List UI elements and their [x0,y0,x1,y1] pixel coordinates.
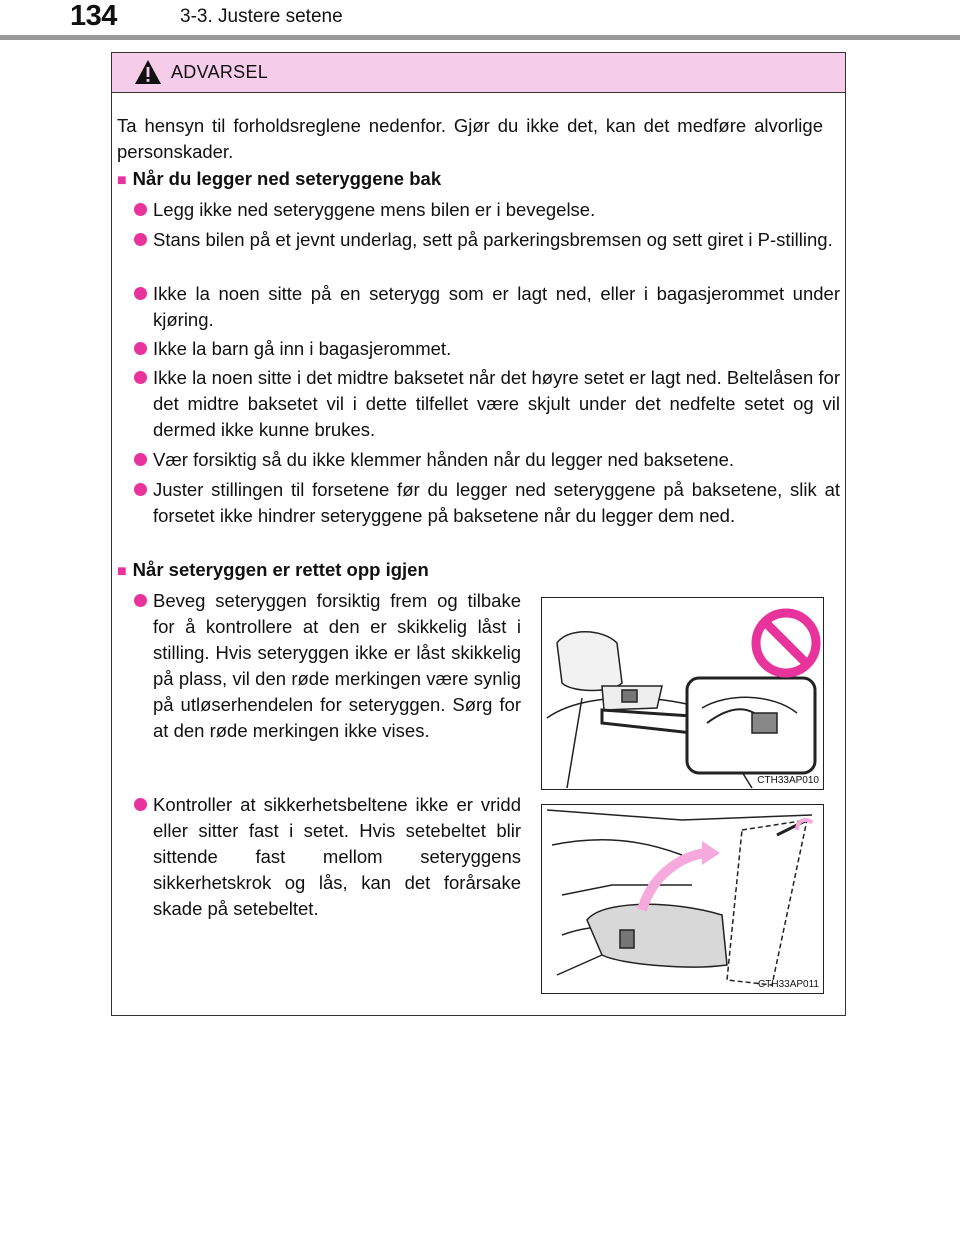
seat-latch-illustration [542,598,823,789]
bullet-dot-icon [134,453,147,466]
section-heading-fold: ■ Når du legger ned seteryggene bak [117,168,442,189]
bullet-dot-icon [134,798,147,811]
bullet-dot-icon [134,371,147,384]
list-item: Legg ikke ned seteryggene mens bilen er i bevegelse. [134,197,840,223]
bullet-dot-icon [134,342,147,355]
warning-header [112,53,845,93]
bullet-dot-icon [134,203,147,216]
page-number: 134 [70,0,117,32]
seatbelt-illustration [542,805,823,993]
square-bullet-icon: ■ [117,563,127,580]
list-item: Stans bilen på et jevnt underlag, sett på parkeringsbremsen og sett giret i P-stilling. [134,227,840,253]
list-item: Kontroller at sikkerhetsbeltene ikke er vridd eller sitter fast i setet. Hvis setebeltet blir sittende fast mellom seteryggens sikkerhetskrok og lås, kan det forårsake skade på setebeltet. [134,792,521,922]
prohibited-icon [756,613,816,673]
figure-code: CTH33AP011 [758,979,819,990]
header-rule [0,35,960,40]
bullet-dot-icon [134,483,147,496]
square-bullet-icon: ■ [117,172,127,189]
section-title: 3-3. Justere setene [180,6,343,27]
figure-seatbelt [541,804,824,994]
bullet-dot-icon [134,287,147,300]
bullet-dot-icon [134,594,147,607]
figure-code: CTH33AP010 [757,775,819,786]
list-item: Ikke la barn gå inn i bagasjerommet. [134,336,840,362]
page-header [0,0,960,40]
list-item: Beveg seteryggen forsiktig frem og tilbake for å kontrollere at den er skikkelig låst i stilling. Hvis seteryggen ikke er låst skikkelig på plass, vil den røde merkingen være synlig på utløserhendelen for seteryggen. Sørg for at den røde merkingen ikke vises. [134,588,521,744]
list-item: Ikke la noen sitte på en seterygg som er lagt ned, eller i bagasjerommet under kjøring. [134,281,840,333]
section-heading-raise: ■ Når seteryggen er rettet opp igjen [117,559,429,580]
warning-triangle-icon [134,59,162,85]
warning-intro: Ta hensyn til forholdsreglene nedenfor. Gjør du ikke det, kan det medføre alvorlige personskader. [117,115,823,162]
list-item: Juster stillingen til forsetene før du legger ned seteryggene på baksetene, slik at forsetet ikke hindrer seteryggene på baksetene når du legger dem ned. [134,477,840,529]
warning-box [111,52,846,1016]
bullet-dot-icon [134,233,147,246]
figure-seatback-lock [541,597,824,790]
list-item: Ikke la noen sitte i det midtre baksetet når det høyre setet er lagt ned. Beltelåsen for det midtre baksetet vil i dette tilfellet være skjult under det nedfelte setet og vil dermed ikke kunne brukes. [134,365,840,443]
warning-label: ADVARSEL [171,62,269,82]
list-item: Vær forsiktig så du ikke klemmer hånden når du legger ned baksetene. [134,447,840,473]
